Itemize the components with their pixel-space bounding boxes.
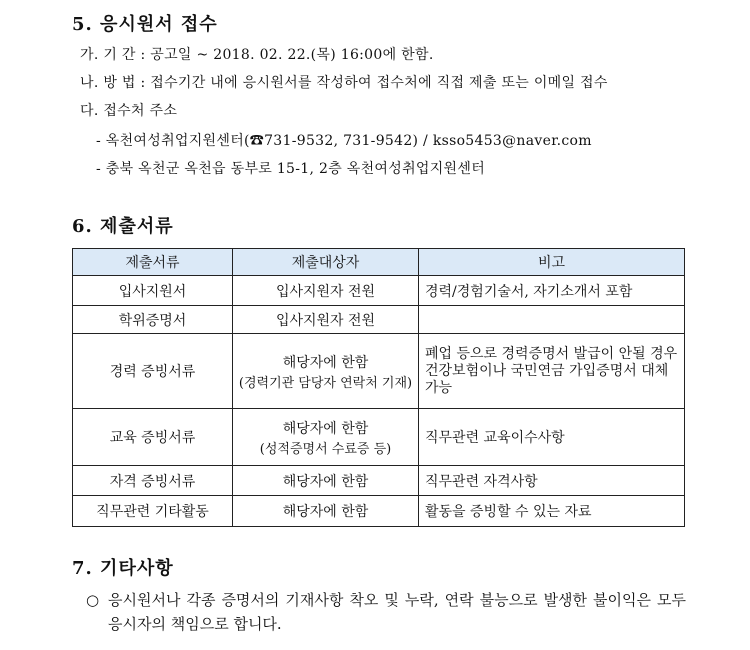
section-5-title: 5. 응시원서 접수	[72, 14, 218, 35]
remark-cell: 폐업 등으로 경력증명서 발급이 안될 경우 건강보험이나 국민연금 가입증명서 대체가능	[419, 334, 685, 409]
remark-cell: 경력/경험기술서, 자기소개서 포함	[419, 276, 685, 306]
doc-cell: 학위증명서	[73, 306, 233, 334]
doc-cell: 자격 증빙서류	[73, 466, 233, 496]
target-main: 해당자에 한함	[282, 354, 369, 371]
target-cell: 해당자에 한함	[233, 496, 419, 527]
table-row	[73, 276, 685, 306]
place-center-line: - 옥천여성취업지원센터(☎731-9532, 731-9542) / ksso5453@naver.com	[96, 133, 592, 149]
bullet-mark: ○	[86, 591, 100, 609]
table-header-row	[73, 249, 685, 276]
table-row	[73, 466, 685, 496]
notice-text: 응시원서나 각종 증명서의 기재사항 착오 및 누락, 연락 불능으로 발생한 불이익은 모두 응시자의 책임으로 합니다.	[108, 591, 686, 633]
header-documents: 제출서류	[73, 249, 233, 276]
method-line: 나. 방 법 : 접수기간 내에 응시원서를 작성하여 접수처에 직접 제출 또는 이메일 접수	[80, 75, 608, 91]
table-row	[73, 496, 685, 527]
doc-cell: 입사지원서	[73, 276, 233, 306]
doc-cell: 직무관련 기타활동	[73, 496, 233, 527]
target-cell	[233, 334, 419, 409]
table-row	[73, 306, 685, 334]
doc-cell: 경력 증빙서류	[73, 334, 233, 409]
place-label: 다. 접수처 주소	[80, 103, 178, 119]
target-note: (경력기관 담당자 연락처 기재)	[238, 375, 413, 391]
table-row	[73, 334, 685, 409]
remark-cell	[419, 306, 685, 334]
remark-cell: 직무관련 교육이수사항	[419, 409, 685, 466]
target-cell: 입사지원자 전원	[233, 276, 419, 306]
period-line: 가. 기 간 : 공고일 ~ 2018. 02. 22.(목) 16:00에 한함.	[80, 47, 434, 63]
target-cell: 해당자에 한함	[233, 466, 419, 496]
doc-cell: 교육 증빙서류	[73, 409, 233, 466]
header-remarks: 비고	[419, 249, 685, 276]
notice-bullet	[86, 588, 686, 636]
table-row	[73, 409, 685, 466]
section-7-title: 7. 기타사항	[72, 558, 174, 579]
remark-cell: 직무관련 자격사항	[419, 466, 685, 496]
documents-table	[72, 248, 685, 527]
target-note: (성적증명서 수료증 등)	[259, 441, 392, 457]
remark-cell: 활동을 증빙할 수 있는 자료	[419, 496, 685, 527]
section-6-title: 6. 제출서류	[72, 216, 174, 237]
target-cell: 입사지원자 전원	[233, 306, 419, 334]
target-cell	[233, 409, 419, 466]
place-address-line: - 충북 옥천군 옥천읍 동부로 15-1, 2층 옥천여성취업지원센터	[96, 161, 486, 177]
target-main: 해당자에 한함	[282, 420, 369, 437]
header-target: 제출대상자	[233, 249, 419, 276]
